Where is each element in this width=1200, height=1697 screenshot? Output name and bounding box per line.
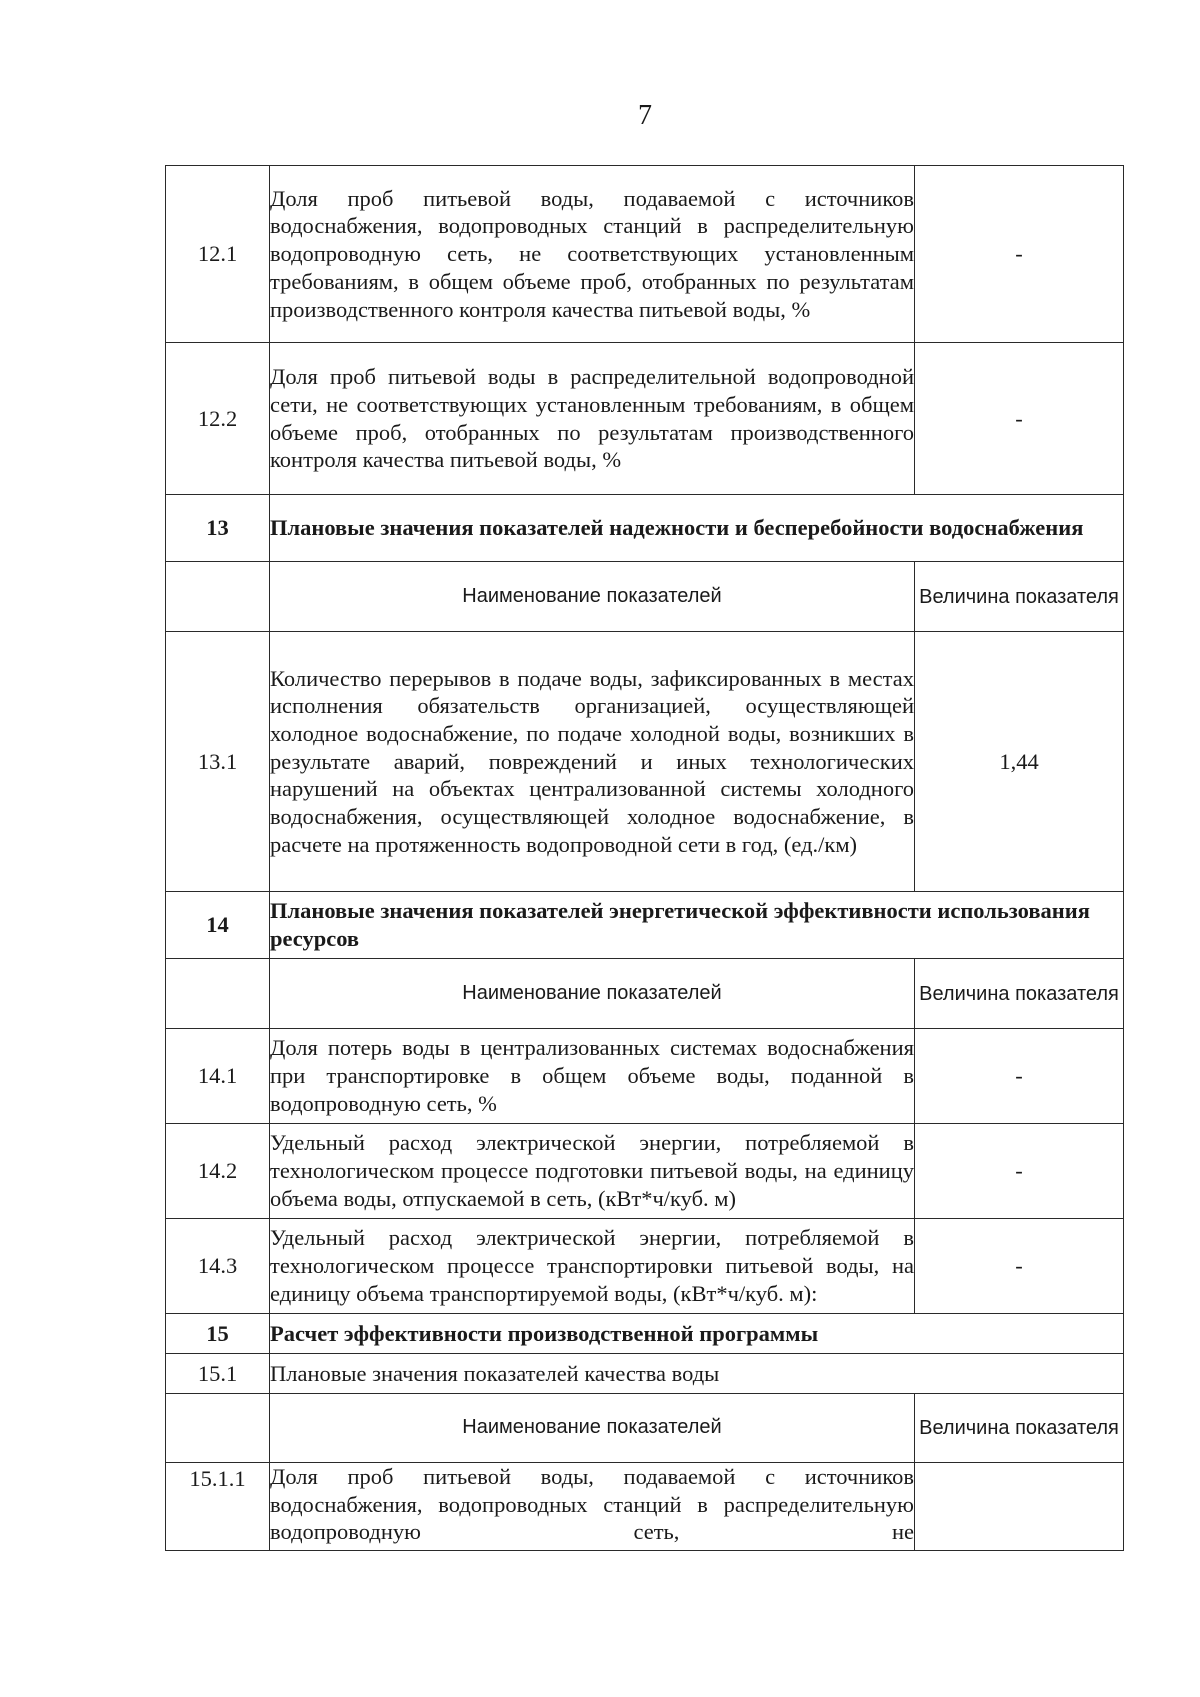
indicator-description: Доля проб питьевой воды, подаваемой с источников водоснабжения, водопроводных станций в распределительную водопроводную сеть, не (270, 1463, 915, 1551)
indicator-value (915, 1463, 1124, 1551)
row-number: 15.1 (166, 1354, 270, 1394)
column-header-row (166, 959, 1124, 1029)
table-row (166, 1124, 1124, 1219)
section-row (166, 1314, 1124, 1354)
section-title: Плановые значения показателей энергетической эффективности использования ресурсов (270, 892, 1124, 959)
section-row (166, 892, 1124, 959)
row-number: 15.1.1 (166, 1463, 270, 1551)
column-header-row (166, 562, 1124, 632)
empty-cell (166, 1394, 270, 1463)
column-header-name: Наименование показателей (270, 1394, 915, 1463)
table-row (166, 632, 1124, 892)
table-row (166, 343, 1124, 495)
indicator-value: - (915, 166, 1124, 343)
column-header-value: Величина показателя (915, 562, 1124, 632)
table-row (166, 166, 1124, 343)
row-number: 14.3 (166, 1219, 270, 1314)
indicator-description: Доля проб питьевой воды в распределительной водопроводной сети, не соответствующих установленным требованиям, в общем объеме проб, отобранных по результатам производственного контроля качества питьевой воды, % (270, 343, 915, 495)
subsection-row (166, 1354, 1124, 1394)
column-header-value: Величина показателя (915, 1394, 1124, 1463)
row-number: 12.1 (166, 166, 270, 343)
column-header-name: Наименование показателей (270, 959, 915, 1029)
indicator-value: - (915, 1029, 1124, 1124)
indicator-value: - (915, 1124, 1124, 1219)
column-header-row (166, 1394, 1124, 1463)
row-number: 14.2 (166, 1124, 270, 1219)
subsection-title: Плановые значения показателей качества воды (270, 1354, 1124, 1394)
row-number: 14.1 (166, 1029, 270, 1124)
table-row (166, 1219, 1124, 1314)
row-number: 13.1 (166, 632, 270, 892)
section-row (166, 495, 1124, 562)
indicator-value: - (915, 1219, 1124, 1314)
row-number: 12.2 (166, 343, 270, 495)
page-number: 7 (638, 100, 652, 131)
table-row (166, 1029, 1124, 1124)
column-header-name: Наименование показателей (270, 562, 915, 632)
indicator-description: Доля проб питьевой воды, подаваемой с источников водоснабжения, водопроводных станций в распределительную водопроводную сеть, не соответствующих установленным требованиям, в общем объеме проб, отобранных по результатам производственного контроля качества питьевой воды, % (270, 166, 915, 343)
section-number: 13 (166, 495, 270, 562)
indicators-table (165, 165, 1124, 1551)
indicator-value: 1,44 (915, 632, 1124, 892)
table-row (166, 1463, 1124, 1551)
section-number: 14 (166, 892, 270, 959)
indicator-description: Количество перерывов в подаче воды, зафиксированных в местах исполнения обязательств организацией, осуществляющей холодное водоснабжение, по подаче холодной воды, возникших в результате аварий, повреждений и иных технологических нарушений на объектах централизованной системы холодного водоснабжения, осуществляющей холодное водоснабжение, в расчете на протяженность водопроводной сети в год, (ед./км) (270, 632, 915, 892)
indicator-description: Удельный расход электрической энергии, потребляемой в технологическом процессе подготовки питьевой воды, на единицу объема воды, отпускаемой в сеть, (кВт*ч/куб. м) (270, 1124, 915, 1219)
column-header-value: Величина показателя (915, 959, 1124, 1029)
indicator-description: Удельный расход электрической энергии, потребляемой в технологическом процессе транспортировки питьевой воды, на единицу объема транспортируемой воды, (кВт*ч/куб. м): (270, 1219, 915, 1314)
indicator-description: Доля потерь воды в централизованных системах водоснабжения при транспортировке в общем объеме воды, поданной в водопроводную сеть, % (270, 1029, 915, 1124)
section-title: Плановые значения показателей надежности и бесперебойности водоснабжения (270, 495, 1124, 562)
empty-cell (166, 959, 270, 1029)
section-number: 15 (166, 1314, 270, 1354)
section-title: Расчет эффективности производственной программы (270, 1314, 1124, 1354)
indicator-value: - (915, 343, 1124, 495)
empty-cell (166, 562, 270, 632)
